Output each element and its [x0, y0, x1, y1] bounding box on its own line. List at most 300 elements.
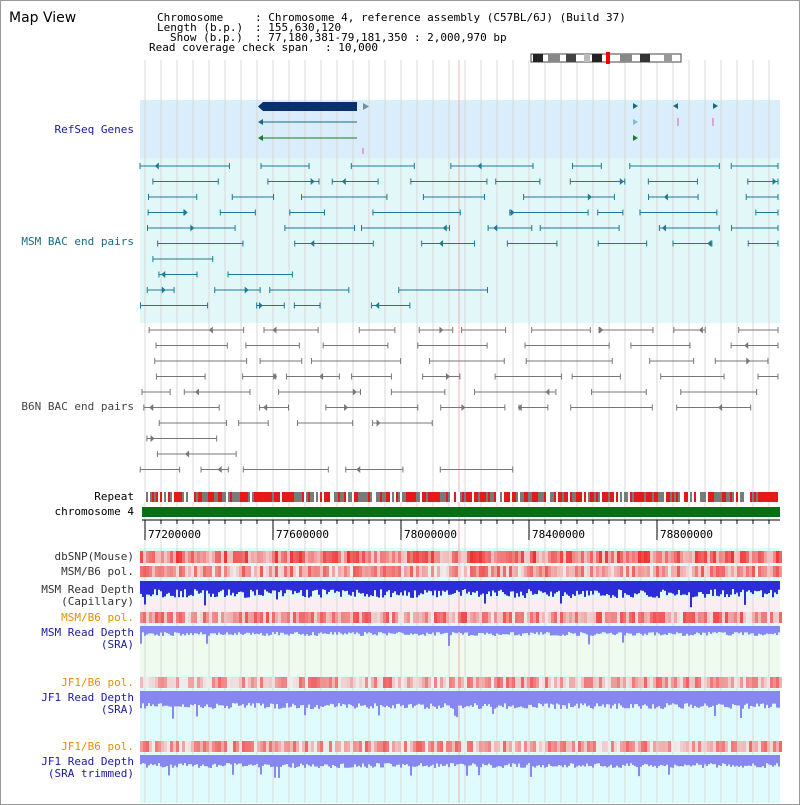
depth-bar — [618, 691, 620, 703]
depth-bar — [600, 581, 602, 596]
heat-cell — [323, 566, 326, 577]
heat-cell — [545, 741, 548, 752]
depth-bar — [404, 691, 406, 708]
depth-bar — [542, 755, 544, 765]
heat-cell — [209, 551, 212, 563]
heat-cell — [332, 551, 335, 563]
depth-bar — [706, 581, 708, 594]
depth-bar — [210, 691, 212, 707]
heat-cell — [470, 741, 473, 752]
repeat-segment — [428, 492, 430, 502]
repeat-segment — [350, 492, 352, 502]
repeat-segment — [242, 492, 244, 502]
depth-bar — [300, 691, 302, 705]
depth-bar — [556, 755, 558, 766]
depth-bar — [276, 691, 278, 704]
depth-bar — [410, 581, 412, 598]
heat-cell — [494, 551, 497, 563]
depth-bar — [616, 581, 618, 598]
repeat-segment — [416, 492, 418, 502]
heat-cell — [224, 677, 227, 688]
depth-bar — [466, 691, 468, 706]
heat-cell — [596, 566, 599, 577]
heat-cell — [179, 566, 182, 577]
depth-bar — [634, 691, 636, 704]
depth-bar — [486, 691, 488, 706]
heat-cell — [587, 551, 590, 563]
depth-bar — [510, 626, 512, 632]
depth-bar — [514, 626, 516, 635]
depth-bar — [582, 581, 584, 591]
depth-bar — [330, 755, 332, 768]
depth-bar — [392, 581, 394, 593]
depth-bar — [732, 691, 734, 704]
depth-bar — [200, 755, 202, 766]
heat-cell — [254, 566, 257, 577]
depth-bar — [180, 755, 182, 764]
heat-cell — [455, 741, 458, 752]
depth-bar — [142, 626, 144, 632]
heat-cell — [644, 566, 647, 577]
depth-bar — [166, 626, 168, 633]
heat-cell — [623, 741, 626, 752]
label-chromosome: chromosome 4 — [54, 505, 134, 518]
depth-bar — [674, 626, 676, 634]
heat-cell — [275, 551, 278, 563]
heat-cell — [227, 566, 230, 577]
depth-bar — [142, 691, 144, 703]
heat-cell — [770, 551, 773, 563]
depth-bar — [524, 581, 526, 598]
repeat-segment — [502, 492, 504, 502]
heat-cell — [473, 566, 476, 577]
depth-bar — [348, 691, 350, 704]
depth-bar — [594, 691, 596, 706]
repeat-segment — [506, 492, 508, 502]
heat-cell — [431, 566, 434, 577]
depth-bar — [568, 755, 570, 766]
repeat-segment — [228, 492, 230, 502]
depth-bar — [306, 691, 308, 708]
repeat-segment — [234, 492, 236, 502]
heat-cell — [776, 566, 779, 577]
depth-bar — [772, 581, 774, 597]
repeat-segment — [294, 492, 296, 502]
depth-bar — [212, 691, 214, 709]
depth-bar — [310, 581, 312, 596]
repeat-segment — [312, 492, 314, 502]
heat-cell — [320, 741, 323, 752]
depth-bar — [652, 626, 654, 632]
heat-cell — [590, 612, 593, 623]
heat-cell — [530, 551, 533, 563]
heat-cell — [779, 566, 782, 577]
depth-bar — [704, 755, 706, 764]
depth-bar — [260, 691, 262, 706]
depth-bar — [684, 626, 686, 636]
depth-bar — [686, 581, 688, 595]
heat-cell — [746, 741, 749, 752]
depth-bar — [248, 755, 250, 765]
repeat-segment — [420, 492, 422, 502]
heat-cell — [155, 612, 158, 623]
depth-bar — [706, 691, 708, 706]
depth-bar — [766, 755, 768, 763]
heat-cell — [221, 677, 224, 688]
heat-cell — [449, 566, 452, 577]
repeat-segment — [568, 492, 570, 502]
depth-bar — [388, 691, 390, 707]
heat-cell — [389, 551, 392, 563]
heat-cell — [395, 677, 398, 688]
depth-bar — [272, 755, 274, 767]
depth-bar — [290, 581, 292, 590]
repeat-segment — [146, 492, 148, 502]
depth-bar — [186, 691, 188, 707]
depth-bar — [546, 755, 548, 767]
repeat-segment — [400, 492, 402, 502]
heat-cell — [281, 741, 284, 752]
heat-cell — [596, 677, 599, 688]
depth-bar — [544, 581, 546, 592]
depth-bar — [314, 691, 316, 707]
depth-bar — [592, 626, 594, 636]
repeat-segment — [678, 492, 680, 502]
depth-bar — [358, 755, 360, 766]
depth-bar — [476, 626, 478, 636]
heat-cell — [557, 612, 560, 623]
depth-bar — [278, 626, 280, 635]
heat-cell — [239, 677, 242, 688]
heat-cell — [350, 741, 353, 752]
heat-cell — [395, 612, 398, 623]
repeat-segment — [142, 492, 144, 502]
heat-cell — [503, 612, 506, 623]
heat-cell — [383, 677, 386, 688]
depth-bar — [280, 691, 282, 708]
repeat-segment — [378, 492, 380, 502]
depth-bar — [392, 755, 394, 766]
heat-cell — [194, 741, 197, 752]
depth-bar — [462, 691, 464, 708]
heat-cell — [398, 741, 401, 752]
repeat-segment — [190, 492, 192, 502]
depth-bar — [772, 755, 774, 767]
repeat-segment — [404, 492, 406, 502]
heat-cell — [344, 677, 347, 688]
heat-cell — [335, 551, 338, 563]
heat-cell — [695, 612, 698, 623]
heat-cell — [692, 612, 695, 623]
heat-cell — [518, 612, 521, 623]
heat-cell — [149, 677, 152, 688]
depth-bar — [182, 755, 184, 765]
heat-cell — [722, 741, 725, 752]
repeat-segment — [446, 492, 448, 502]
heat-cell — [740, 566, 743, 577]
depth-bar — [566, 626, 568, 635]
depth-bar — [244, 755, 246, 766]
heat-cell — [167, 677, 170, 688]
depth-bar — [572, 581, 574, 594]
heat-cell — [635, 566, 638, 577]
depth-bar — [298, 626, 300, 634]
heat-cell — [338, 566, 341, 577]
heat-cell — [416, 551, 419, 563]
depth-bar — [284, 691, 286, 708]
depth-bar — [446, 755, 448, 764]
depth-bar — [482, 626, 484, 633]
depth-bar — [414, 691, 416, 706]
depth-bar — [402, 755, 404, 764]
depth-bar — [646, 691, 648, 706]
depth-bar — [464, 755, 466, 765]
heat-cell — [734, 566, 737, 577]
repeat-segment — [708, 492, 710, 502]
depth-bar — [628, 626, 630, 634]
repeat-segment — [638, 492, 640, 502]
depth-bar — [212, 581, 214, 594]
depth-bar — [368, 581, 370, 597]
depth-bar — [282, 755, 284, 765]
repeat-segment — [662, 492, 664, 502]
heat-cell — [575, 741, 578, 752]
depth-bar — [418, 755, 420, 765]
heat-cell — [302, 741, 305, 752]
heat-cell — [230, 551, 233, 563]
depth-bar — [610, 626, 612, 633]
heat-cell — [566, 677, 569, 688]
depth-bar — [428, 691, 430, 709]
depth-bar — [178, 581, 180, 597]
depth-bar — [580, 755, 582, 766]
depth-bar — [682, 626, 684, 636]
depth-bar — [718, 581, 720, 596]
heat-cell — [266, 677, 269, 688]
depth-bar — [750, 755, 752, 766]
depth-bar — [200, 691, 202, 707]
heat-cell — [305, 551, 308, 563]
depth-bar — [370, 581, 372, 595]
heat-cell — [629, 741, 632, 752]
repeat-segment — [680, 492, 682, 502]
repeat-segment — [222, 492, 224, 502]
depth-bar — [280, 581, 282, 590]
heat-cell — [734, 551, 737, 563]
heat-cell — [533, 551, 536, 563]
heat-cell — [365, 566, 368, 577]
depth-bar — [344, 755, 346, 768]
heat-cell — [677, 612, 680, 623]
depth-bar — [368, 755, 370, 764]
depth-bar — [342, 755, 344, 764]
depth-bar — [276, 755, 278, 767]
depth-bar — [590, 626, 592, 635]
heat-cell — [353, 612, 356, 623]
heat-cell — [572, 551, 575, 563]
depth-bar — [498, 691, 500, 705]
depth-bar — [474, 581, 476, 593]
depth-bar — [326, 581, 328, 594]
heat-cell — [161, 551, 164, 563]
depth-bar — [612, 755, 614, 768]
depth-bar — [320, 626, 322, 632]
depth-bar — [636, 755, 638, 767]
heat-cell — [662, 566, 665, 577]
depth-bar — [584, 581, 586, 597]
depth-bar — [244, 691, 246, 708]
depth-bar — [668, 691, 670, 705]
depth-bar — [320, 755, 322, 766]
heat-cell — [362, 677, 365, 688]
heat-cell — [713, 612, 716, 623]
depth-bar — [158, 581, 160, 590]
depth-bar — [494, 581, 496, 592]
heat-cell — [620, 677, 623, 688]
heat-cell — [200, 566, 203, 577]
heat-cell — [251, 677, 254, 688]
repeat-segment — [318, 492, 320, 502]
heat-cell — [749, 551, 752, 563]
heat-cell — [689, 566, 692, 577]
depth-bar — [460, 755, 462, 764]
repeat-segment — [626, 492, 628, 502]
heat-cell — [164, 551, 167, 563]
depth-bar — [224, 755, 226, 765]
coverage-key: Read coverage check span — [149, 41, 308, 54]
heat-cell — [725, 612, 728, 623]
depth-bar — [190, 755, 192, 764]
depth-bar — [648, 626, 650, 633]
heat-cell — [578, 612, 581, 623]
heat-cell — [263, 741, 266, 752]
depth-bar — [468, 581, 470, 592]
depth-bar — [492, 581, 494, 591]
heat-cell — [548, 566, 551, 577]
heat-cell — [467, 677, 470, 688]
heat-cell — [677, 677, 680, 688]
depth-bar — [488, 755, 490, 764]
heat-cell — [593, 677, 596, 688]
heat-cell — [185, 566, 188, 577]
heat-cell — [569, 612, 572, 623]
depth-bar — [294, 755, 296, 768]
heat-cell — [176, 551, 179, 563]
heat-cell — [254, 612, 257, 623]
depth-bar — [150, 581, 152, 596]
heat-cell — [263, 612, 266, 623]
heat-cell — [470, 612, 473, 623]
depth-bar — [656, 691, 658, 707]
heat-cell — [701, 551, 704, 563]
heat-cell — [386, 741, 389, 752]
heat-cell — [326, 741, 329, 752]
depth-bar — [530, 581, 532, 591]
depth-bar — [686, 691, 688, 703]
heat-cell — [410, 566, 413, 577]
heat-cell — [686, 551, 689, 563]
depth-bar — [280, 626, 282, 633]
depth-bar — [360, 755, 362, 767]
depth-bar — [248, 626, 250, 633]
heat-cell — [416, 566, 419, 577]
depth-bar — [770, 755, 772, 765]
depth-bar — [512, 581, 514, 591]
depth-bar — [228, 691, 230, 709]
depth-bar — [402, 691, 404, 705]
heat-cell — [302, 677, 305, 688]
depth-bar — [752, 691, 754, 706]
heat-cell — [602, 566, 605, 577]
repeat-segment — [474, 492, 476, 502]
heat-cell — [686, 677, 689, 688]
heat-cell — [608, 741, 611, 752]
heat-cell — [614, 551, 617, 563]
heat-cell — [215, 551, 218, 563]
heat-cell — [635, 612, 638, 623]
depth-bar — [454, 691, 456, 716]
repeat-segment — [278, 492, 280, 502]
heat-cell — [494, 741, 497, 752]
heat-cell — [380, 612, 383, 623]
depth-bar — [218, 691, 220, 705]
heat-cell — [173, 612, 176, 623]
depth-bar — [726, 755, 728, 766]
depth-bar — [656, 755, 658, 768]
depth-bar — [546, 691, 548, 703]
heat-cell — [293, 612, 296, 623]
heat-cell — [386, 551, 389, 563]
depth-bar — [512, 755, 514, 763]
label-msm-b6-pol-1: MSM/B6 pol. — [61, 565, 134, 578]
heat-cell — [143, 566, 146, 577]
depth-bar — [154, 581, 156, 589]
depth-bar — [774, 626, 776, 633]
repeat-segment — [622, 492, 624, 502]
depth-bar — [562, 581, 564, 596]
depth-bar — [650, 581, 652, 597]
depth-bar — [152, 755, 154, 765]
heat-cell — [530, 677, 533, 688]
depth-bar — [540, 581, 542, 591]
depth-bar — [528, 691, 530, 705]
depth-bar — [300, 626, 302, 635]
depth-bar — [338, 755, 340, 768]
depth-bar — [574, 626, 576, 633]
repeat-segment — [412, 492, 414, 502]
heat-cell — [476, 551, 479, 563]
repeat-segment — [510, 492, 512, 502]
depth-bar — [388, 755, 390, 763]
depth-bar — [238, 755, 240, 764]
depth-bar — [778, 626, 780, 632]
depth-bar — [620, 691, 622, 705]
heat-cell — [410, 612, 413, 623]
depth-bar — [208, 626, 210, 636]
depth-bar — [492, 626, 494, 635]
heat-cell — [344, 566, 347, 577]
chromosome-key: Chromosome — [157, 11, 224, 24]
depth-bar — [156, 581, 158, 595]
depth-bar — [336, 691, 338, 706]
repeat-segment — [736, 492, 738, 502]
depth-bar — [658, 755, 660, 766]
depth-bar — [478, 626, 480, 633]
heat-cell — [740, 551, 743, 563]
heat-cell — [377, 566, 380, 577]
heat-cell — [347, 677, 350, 688]
depth-bar — [176, 755, 178, 767]
